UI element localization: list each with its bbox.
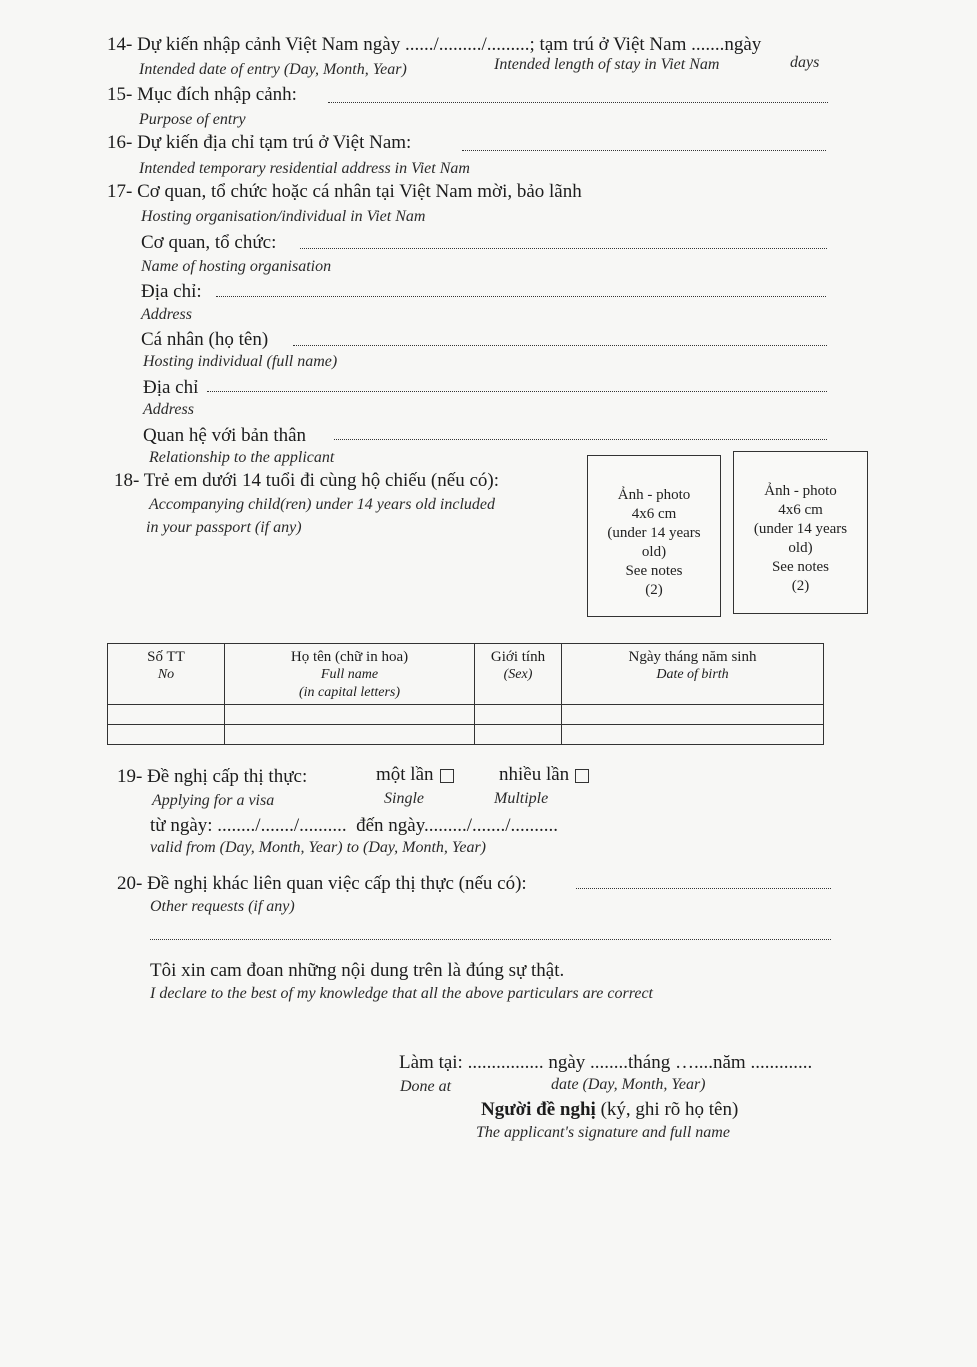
photo-size: 4x6 cm bbox=[778, 502, 823, 518]
q19-single-option bbox=[376, 764, 454, 786]
q17-ind-en: Hosting individual (full name) bbox=[143, 353, 338, 370]
cell-sex[interactable] bbox=[475, 725, 562, 745]
header-sex bbox=[475, 644, 562, 705]
done-at-en: Done at bbox=[400, 1078, 452, 1095]
photo-note-number: (2) bbox=[645, 582, 663, 598]
cell-no[interactable] bbox=[108, 705, 225, 725]
table-header-row bbox=[108, 644, 824, 705]
q14-unit-en: days bbox=[790, 54, 820, 71]
q15-answer-field[interactable] bbox=[328, 88, 828, 103]
q14-label: 14- Dự kiến nhập cảnh Việt Nam ngày bbox=[107, 34, 401, 55]
header-dob-vn: Ngày tháng năm sinh bbox=[628, 649, 757, 665]
place-label: Làm tại: bbox=[399, 1052, 463, 1073]
table-row bbox=[108, 725, 824, 745]
q17-org-label: Cơ quan, tổ chức: bbox=[141, 232, 277, 253]
q17-rel-label: Quan hệ với bản thân bbox=[143, 425, 307, 446]
month-label: tháng bbox=[628, 1052, 671, 1073]
place-field[interactable]: ................ bbox=[467, 1052, 544, 1073]
q14-stay-en: Intended length of stay in Viet Nam bbox=[494, 56, 720, 73]
header-sex-vn: Giới tính bbox=[490, 649, 546, 665]
applicant-bold-label: Người đề nghị bbox=[481, 1099, 596, 1120]
q17-org-field[interactable] bbox=[300, 234, 827, 249]
child-photo-box-1[interactable] bbox=[587, 455, 721, 617]
table-row bbox=[108, 705, 824, 725]
q20-en: Other requests (if any) bbox=[150, 898, 295, 915]
photo-age-note: (under 14 years bbox=[607, 525, 701, 541]
q17-label: 17- Cơ quan, tổ chức hoặc cá nhân tại Việt Nam mời, bảo lãnh bbox=[107, 181, 582, 202]
q18-en-2: in your passport (if any) bbox=[146, 519, 302, 536]
q19-label: 19- Đề nghị cấp thị thực: bbox=[117, 766, 308, 787]
photo-age-note: (under 14 years bbox=[753, 521, 848, 537]
date-en: date (Day, Month, Year) bbox=[551, 1076, 706, 1093]
q17-rel-field[interactable] bbox=[334, 425, 827, 440]
declaration-en: I declare to the best of my knowledge that all the above particulars are correct bbox=[150, 985, 653, 1002]
q14-stay-unit: ngày bbox=[724, 34, 762, 55]
header-name-en-2: (in capital letters) bbox=[298, 685, 401, 700]
applicant-en: The applicant's signature and full name bbox=[476, 1124, 730, 1141]
declaration-vn: Tôi xin cam đoan những nội dung trên là đúng sự thật. bbox=[150, 960, 565, 981]
header-dob bbox=[562, 644, 824, 705]
photo-see-notes: See notes bbox=[771, 559, 830, 575]
q16-en: Intended temporary residential address in Viet Nam bbox=[139, 160, 470, 177]
cell-dob[interactable] bbox=[562, 725, 824, 745]
q16-label: 16- Dự kiến địa chỉ tạm trú ở Việt Nam: bbox=[107, 132, 412, 153]
q20-answer-field[interactable] bbox=[576, 874, 831, 889]
q17-org-addr-label: Địa chỉ: bbox=[141, 281, 202, 302]
q19-multiple-option bbox=[499, 764, 589, 786]
header-sex-en: (Sex) bbox=[503, 667, 533, 682]
q19-single-label: một lần bbox=[376, 764, 434, 785]
q18-en-1: Accompanying child(ren) under 14 years old included bbox=[149, 496, 495, 513]
day-field[interactable]: ........ bbox=[590, 1052, 629, 1073]
q17-org-addr-field[interactable] bbox=[216, 282, 826, 297]
photo-size: 4x6 cm bbox=[631, 506, 677, 522]
q17-rel-en: Relationship to the applicant bbox=[149, 449, 335, 466]
q17-ind-addr-en: Address bbox=[143, 401, 194, 418]
photo-see-notes: See notes bbox=[625, 563, 683, 579]
q17-ind-addr-label: Địa chỉ bbox=[143, 377, 199, 398]
q19-valid-line bbox=[150, 815, 558, 837]
applicant-rest-label: (ký, ghi rõ họ tên) bbox=[600, 1099, 739, 1120]
q16-line bbox=[107, 132, 411, 154]
child-photo-box-2[interactable] bbox=[733, 451, 868, 614]
header-name-en: Full name bbox=[320, 667, 379, 682]
photo-label: Ảnh - photo bbox=[617, 487, 691, 503]
q19-to-label: đến ngày bbox=[356, 815, 424, 836]
photo-note-number: (2) bbox=[791, 578, 810, 594]
multiple-checkbox[interactable] bbox=[575, 769, 589, 783]
q15-en: Purpose of entry bbox=[139, 111, 246, 128]
q14-date-field[interactable]: ....../........./......... bbox=[404, 34, 530, 55]
q19-single-en: Single bbox=[384, 790, 424, 807]
photo-age-note-2: old) bbox=[788, 540, 813, 556]
q19-multiple-label: nhiều lần bbox=[499, 764, 570, 785]
q20-answer-field-2[interactable] bbox=[150, 925, 831, 940]
children-table bbox=[107, 643, 824, 745]
q15-label: 15- Mục đích nhập cảnh: bbox=[107, 84, 297, 105]
applicant-line bbox=[481, 1099, 738, 1121]
q14-stay-field[interactable]: ....... bbox=[691, 34, 725, 55]
q16-answer-field[interactable] bbox=[462, 136, 826, 151]
q17-en: Hosting organisation/individual in Viet Nam bbox=[141, 208, 426, 225]
q17-ind-field[interactable] bbox=[293, 331, 827, 346]
single-checkbox[interactable] bbox=[440, 769, 454, 783]
photo-age-note-2: old) bbox=[641, 544, 667, 560]
header-no-vn: Số TT bbox=[147, 649, 185, 665]
q14-date-en: Intended date of entry (Day, Month, Year) bbox=[139, 61, 407, 78]
q19-multiple-en: Multiple bbox=[494, 790, 549, 807]
q17-org-en: Name of hosting organisation bbox=[141, 258, 332, 275]
header-no bbox=[108, 644, 225, 705]
q17-ind-addr-field[interactable] bbox=[207, 377, 827, 392]
q14-stay-label: ; tạm trú ở Việt Nam bbox=[529, 34, 687, 55]
q20-label: 20- Đề nghị khác liên quan việc cấp thị thực (nếu có): bbox=[117, 873, 527, 894]
cell-sex[interactable] bbox=[475, 705, 562, 725]
q18-label: 18- Trẻ em dưới 14 tuổi đi cùng hộ chiếu (nếu có): bbox=[114, 470, 499, 491]
q19-en: Applying for a visa bbox=[152, 792, 275, 809]
cell-name[interactable] bbox=[225, 725, 475, 745]
cell-no[interactable] bbox=[108, 725, 225, 745]
q19-to-field[interactable]: ........./......./.......... bbox=[424, 815, 559, 836]
month-field[interactable]: ….... bbox=[675, 1052, 713, 1073]
photo-label: Ảnh - photo bbox=[764, 483, 837, 499]
signature-place-date-line bbox=[399, 1052, 812, 1074]
header-dob-en: Date of birth bbox=[656, 667, 729, 682]
cell-dob[interactable] bbox=[562, 705, 824, 725]
header-no-en: No bbox=[157, 667, 175, 682]
year-label: năm bbox=[713, 1052, 746, 1073]
q19-from-label: từ ngày: bbox=[150, 815, 213, 836]
cell-name[interactable] bbox=[225, 705, 475, 725]
q15-line bbox=[107, 84, 297, 106]
header-name bbox=[225, 644, 475, 705]
day-label: ngày bbox=[548, 1052, 586, 1073]
q17-org-addr-en: Address bbox=[141, 306, 192, 323]
q14-line bbox=[107, 34, 761, 56]
q19-valid-en: valid from (Day, Month, Year) to (Day, Month, Year) bbox=[150, 839, 486, 856]
q19-from-field[interactable]: ......../......./.......... bbox=[217, 815, 347, 836]
header-name-vn: Họ tên (chữ in hoa) bbox=[290, 649, 409, 665]
q17-ind-label: Cá nhân (họ tên) bbox=[141, 329, 269, 350]
year-field[interactable]: ............. bbox=[750, 1052, 813, 1073]
